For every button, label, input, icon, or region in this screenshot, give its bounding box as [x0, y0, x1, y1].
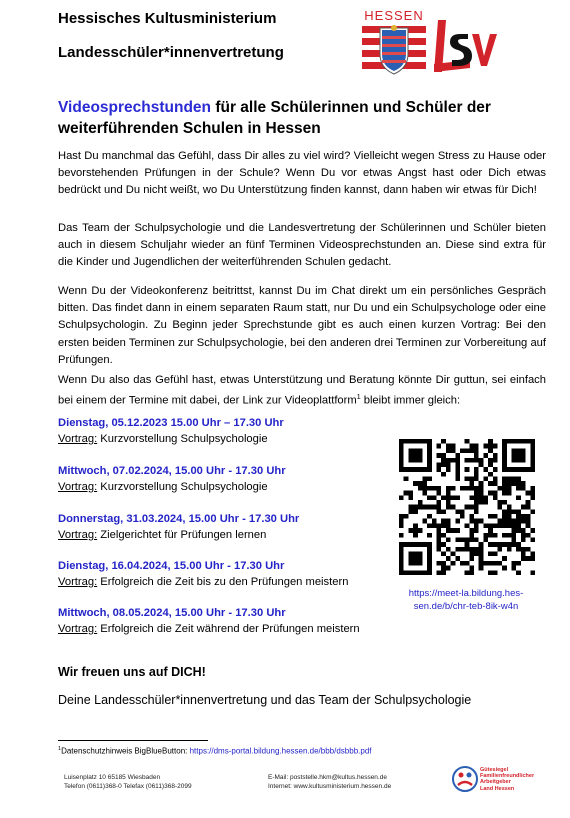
hessen-coat-of-arms-icon	[362, 24, 426, 76]
meeting-link-line2: sen.de/b/chr-teb-8ik-w4n	[413, 601, 519, 612]
hessen-logo-text: HESSEN	[364, 8, 424, 23]
event-talk-label: Vortrag:	[58, 433, 98, 445]
event-talk	[58, 479, 388, 495]
footnote-divider	[58, 740, 208, 741]
footer-address-block	[64, 773, 192, 791]
event-talk	[58, 527, 388, 543]
event-talk	[58, 431, 388, 447]
family-badge-line: Land Hessen	[480, 785, 515, 792]
procedure-paragraph: Wenn Du der Videokonferenz beitrittst, kannst Du im Chat direkt um ein persönliches Gespräch bitten. Das findet dann in einem separaten Raum statt, nur Du und ein Schulpsychologe oder eine Schulpsychologin. Zu Beginn jeder Sprechstunde gibt es auch einen kurzen Vortrag: Bei den ersten beiden Terminen zur Schulpsychologie, bei den anderen drei Terminen zur Vorbereitung auf Prüfungen.	[58, 285, 546, 366]
event-talk-label: Vortrag:	[58, 623, 98, 635]
event-talk-label: Vortrag:	[58, 529, 98, 541]
event-talk-topic: Erfolgreich die Zeit während der Prüfungen meistern	[97, 623, 360, 635]
closing-greeting: Wir freuen uns auf DICH!	[58, 665, 206, 679]
event-date: Donnerstag, 31.03.2024, 15.00 Uhr - 17.30 Uhr	[58, 513, 300, 525]
family-friendly-employer-logo	[452, 766, 535, 794]
closing-signature: Deine Landesschüler*innenvertretung und das Team der Schulpsychologie	[58, 693, 472, 707]
event-item	[58, 463, 388, 495]
hessen-logo	[362, 8, 426, 76]
intro-paragraph: Hast Du manchmal das Gefühl, dass Dir alles zu viel wird? Vielleicht wegen Stress zu Hause oder bevorstehenden Prüfungen in der Schule? Wenn Du vor etwas Angst hast oder Dich etwas bedrückt und Du nicht weißt, wo Du Unterstützung finden kannst, dann haben wir etwas für Dich!	[58, 150, 546, 197]
invitation-text-end: bleibt immer gleich:	[360, 394, 461, 407]
offer-paragraph: Das Team der Schulpsychologie und die Landesvertretung der Schülerinnen und Schüler bieten auch in diesem Schuljahr wieder an fünf Terminen Videosprechstunden an. Diese sind extra für die Kinder und Jugendlichen der weiterführenden Schulen gedacht.	[58, 222, 546, 269]
family-badge-line: Gütesiegel	[480, 767, 509, 773]
family-badge-text	[480, 767, 534, 792]
event-talk-label: Vortrag:	[58, 481, 98, 493]
event-talk	[58, 621, 388, 637]
event-item	[58, 511, 388, 543]
event-talk-topic: Kurzvorstellung Schulpsychologie	[97, 433, 268, 445]
event-talk-topic: Zielgerichtet für Prüfungen lernen	[97, 529, 267, 541]
footer-contact-block	[268, 773, 391, 791]
event-talk	[58, 574, 388, 590]
event-date: Mittwoch, 07.02.2024, 15.00 Uhr - 17.30 Uhr	[58, 465, 286, 477]
family-badge-line: Familienfreundlicher	[480, 773, 535, 780]
footer-email: E-Mail: poststelle.hkm@kultus.hessen.de	[268, 774, 387, 781]
meeting-link-line1: https://meet-la.bildung.hes-	[408, 588, 524, 599]
family-badge-icon	[452, 766, 478, 792]
ministry-name: Hessisches Kultusministerium	[58, 10, 277, 27]
footnote-reference: 1	[356, 394, 361, 402]
qr-code-icon	[399, 439, 535, 575]
title-accent: Videosprechstunden	[58, 99, 212, 116]
invitation-paragraph	[58, 372, 546, 410]
page-title	[58, 97, 548, 139]
lsv-logo-icon	[430, 18, 500, 74]
qr-code[interactable]	[399, 439, 535, 575]
event-talk-label: Vortrag:	[58, 576, 98, 588]
lsv-logo	[430, 18, 500, 74]
title-rest: für alle Schülerinnen und Schüler der weiterführenden Schulen in Hessen	[58, 99, 491, 137]
event-talk-topic: Erfolgreich die Zeit bis zu den Prüfungen meistern	[97, 576, 349, 588]
footnote	[58, 746, 372, 756]
footnote-text: Datenschutzhinweis BigBlueButton:	[61, 746, 190, 756]
meeting-link[interactable]	[396, 587, 536, 613]
event-date: Dienstag, 05.12.2023 15.00 Uhr – 17.30 Uhr	[58, 417, 284, 429]
invitation-text: Wenn Du also das Gefühl hast, etwas Unterstützung und Beratung könnte Dir guttun, sei einfach bei einem der Termine mit dabei, der Link zur Videoplattform	[58, 374, 546, 407]
event-date: Dienstag, 16.04.2024, 15.00 Uhr - 17.30 Uhr	[58, 560, 285, 572]
footer-phone: Telefon (0611)368-0 Telefax (0611)368-2099	[64, 783, 192, 790]
event-item	[58, 605, 388, 637]
event-item	[58, 415, 388, 447]
family-badge-line: Arbeitgeber	[480, 779, 511, 786]
footer-address: Luisenplatz 10 65185 Wiesbaden	[64, 774, 161, 781]
footer-internet: Internet: www.kultusministerium.hessen.de	[268, 783, 392, 790]
event-talk-topic: Kurzvorstellung Schulpsychologie	[97, 481, 268, 493]
event-item	[58, 558, 388, 590]
footnote-link[interactable]: https://dms-portal.bildung.hessen.de/bbb/dsbbb.pdf	[189, 746, 372, 756]
footnote-mark: 1	[58, 746, 62, 752]
council-name: Landesschüler*innenvertretung	[58, 44, 284, 61]
event-date: Mittwoch, 08.05.2024, 15.00 Uhr - 17.30 Uhr	[58, 607, 286, 619]
